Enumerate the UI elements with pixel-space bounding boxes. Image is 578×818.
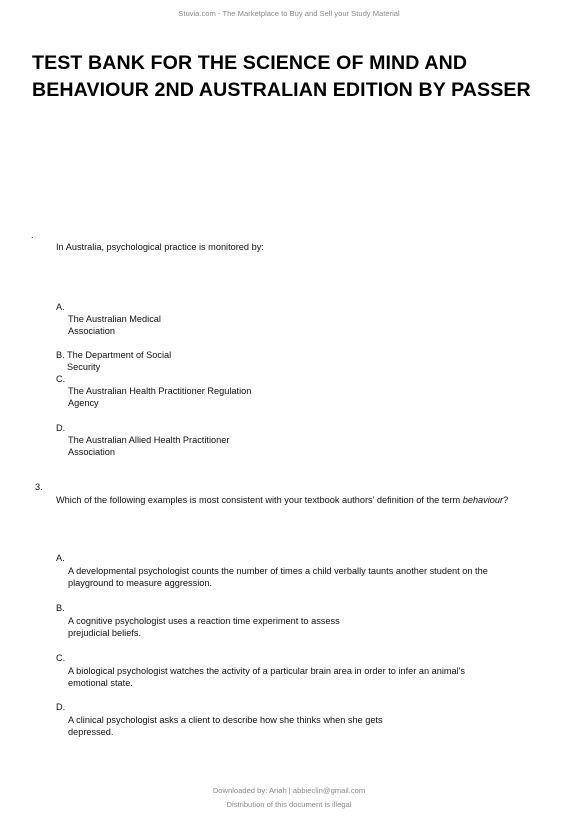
- q1-option-b-line2: Security: [67, 361, 101, 372]
- q1-option-b-text: [67, 350, 171, 373]
- q3-option-b-text: [68, 616, 340, 639]
- question-3-text-end: ?: [503, 495, 509, 505]
- q1-option-d-letter: D.: [56, 423, 66, 433]
- question-1-text: In Australia, psychological practice is monitored by:: [56, 242, 264, 252]
- footer-distribution-notice: Distribution of this document is illegal: [226, 800, 352, 809]
- q1-option-b-line1: The Department of Social: [67, 350, 172, 360]
- q1-option-d-text: [68, 435, 229, 458]
- q3-option-d-line1: A clinical psychologist asks a client to describe how she thinks when she gets: [68, 715, 383, 725]
- question-3-text-italic: behaviour: [462, 495, 504, 505]
- q1-option-d-line2: Association: [68, 446, 115, 457]
- q1-option-b-letter: B.: [56, 350, 65, 360]
- document-title: TEST BANK FOR THE SCIENCE OF MIND AND BEHAVIOUR 2ND AUSTRALIAN EDITION BY PASSER: [32, 52, 531, 101]
- question-3-text: [56, 495, 508, 505]
- q1-option-d-line1: The Australian Allied Health Practitioner: [68, 435, 230, 445]
- q3-option-c-letter: C.: [56, 653, 66, 663]
- footer-downloaded-by: Downloaded by: Ariah | abbieclin@gmail.com: [212, 786, 366, 795]
- question-3-text-main: Which of the following examples is most consistent with your textbook authors' definition of the term: [56, 495, 463, 505]
- q1-option-a-line1: The Australian Medical: [68, 314, 161, 324]
- q3-option-c-line1: A biological psychologist watches the activity of a particular brain area in order to infer an animal's: [68, 666, 466, 676]
- q3-option-b-line2: prejudicial beliefs.: [68, 627, 142, 638]
- q3-option-c-text: [68, 666, 465, 689]
- question-1-number: .: [31, 230, 34, 240]
- q1-option-c-letter: C.: [56, 374, 66, 384]
- q3-option-a-letter: A.: [56, 553, 65, 563]
- question-3-number: 3.: [35, 482, 43, 492]
- q3-option-d-letter: D.: [56, 702, 66, 712]
- q3-option-b-line1: A cognitive psychologist uses a reaction time experiment to assess: [68, 616, 340, 626]
- q1-option-a-letter: A.: [56, 302, 65, 312]
- q3-option-a-text: [68, 566, 488, 589]
- q1-option-a-text: [68, 314, 161, 337]
- q1-option-c-line1: The Australian Health Practitioner Regulation: [68, 386, 252, 396]
- stuvia-header: Stuvia.com - The Marketplace to Buy and Sell your Study Material: [178, 9, 400, 18]
- q3-option-c-line2: emotional state.: [68, 677, 133, 688]
- q1-option-c-line2: Agency: [68, 397, 99, 408]
- q3-option-b-letter: B.: [56, 603, 65, 613]
- q3-option-d-line2: depressed.: [68, 726, 114, 737]
- q1-option-a-line2: Association: [68, 325, 115, 336]
- q1-option-c-text: [68, 386, 251, 409]
- q3-option-a-line2: playground to measure aggression.: [68, 577, 213, 588]
- q3-option-d-text: [68, 715, 383, 738]
- q3-option-a-line1: A developmental psychologist counts the number of times a child verbally taunts another student on the: [68, 566, 488, 576]
